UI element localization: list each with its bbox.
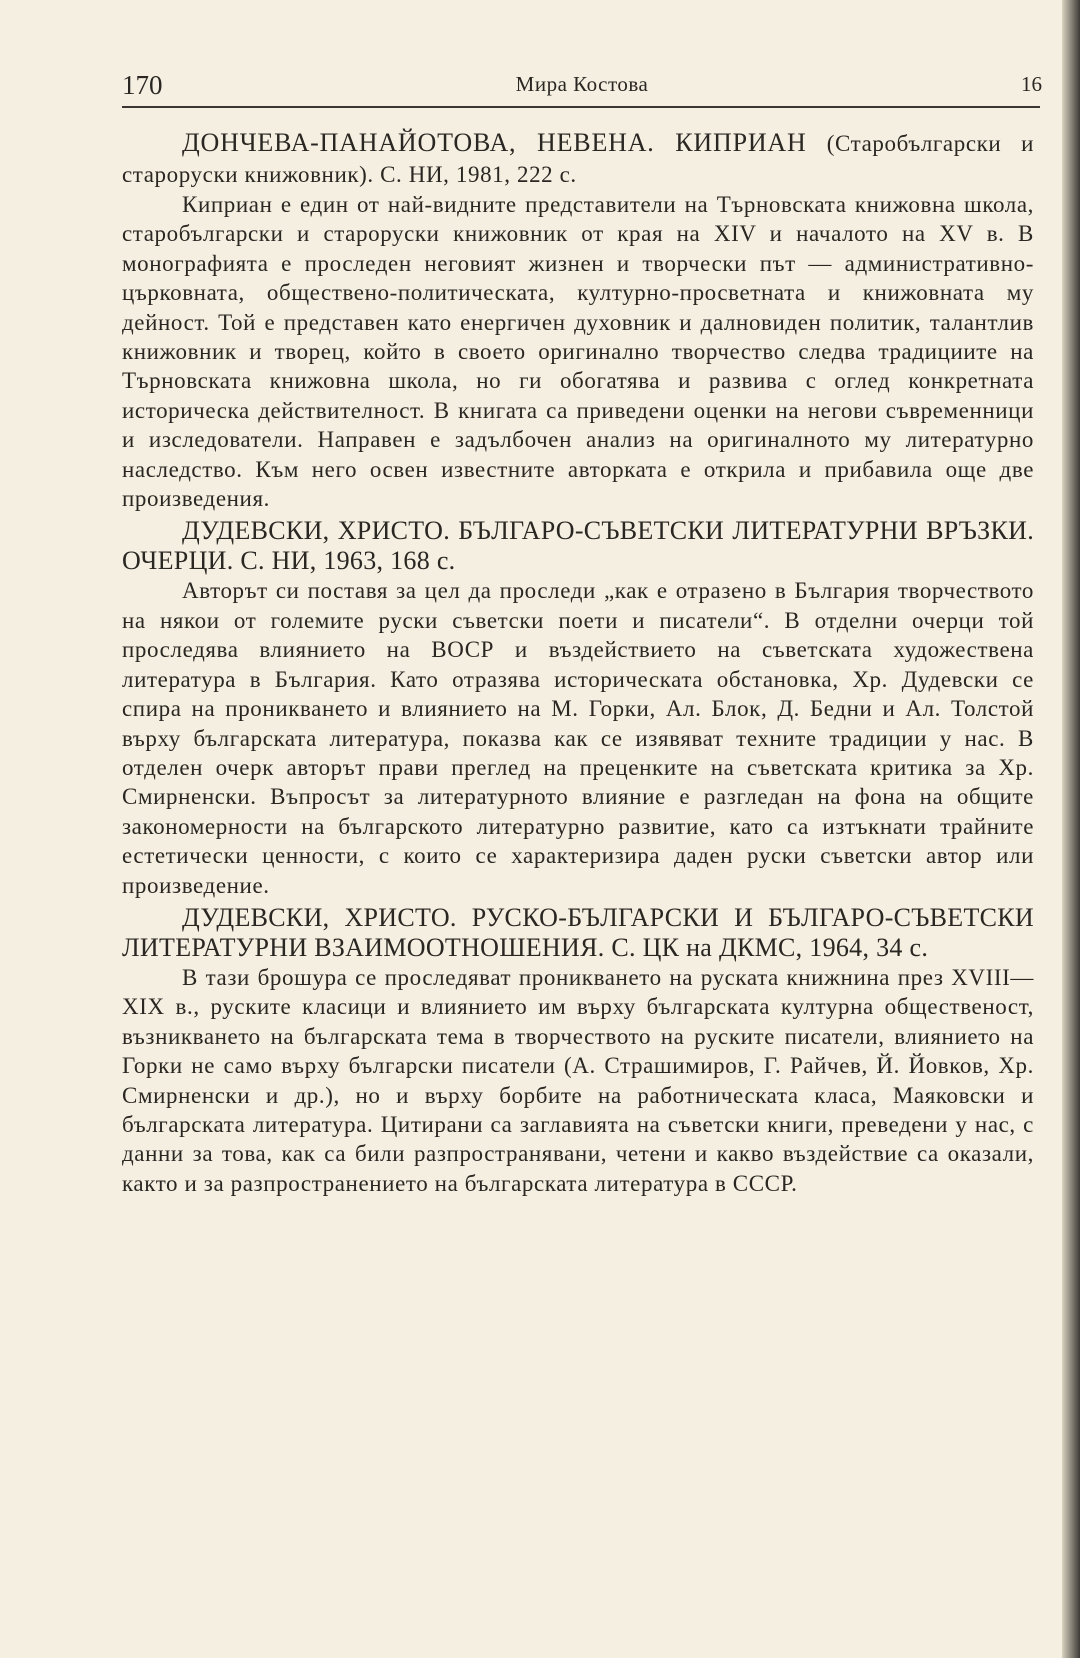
entry-heading: ДУДЕВСКИ, ХРИСТО. БЪЛГАРО-СЪВЕТСКИ ЛИТЕРАТУРНИ ВРЪЗКИ. ОЧЕРЦИ. С. НИ, 1963, 168 с.: [122, 516, 1034, 576]
bibliography-entries: [122, 128, 1034, 1198]
entry-annotation: Авторът си поставя за цел да проследи „как е отразено в България творчеството на някои от големите руски съветски поети и писатели“. В отделни очерци той проследява влиянието на ВОСР и въздействието на съветската художествена литература в България. Като отразява историческата обстановка, Хр. Дудевски се спира на проникването и влиянието на М. Горки, Ал. Блок, Д. Бедни и Ал. Толстой върху българската литература, показва как се изявяват техните традиции у нас. В отделен очерк авторът прави преглед на преценките на съветската критика за Хр. Смирненски. Въпросът за литературното влияние е разгледан на фона на общите закономерности на българското литературно развитие, като са изтъкнати трайните естетически ценности, с които се характеризира даден руски съветски автор или произведение.: [122, 578, 1034, 898]
entry-heading: ДУДЕВСКИ, ХРИСТО. РУСКО-БЪЛГАРСКИ И БЪЛГАРО-СЪВЕТСКИ ЛИТЕРАТУРНИ ВЗАИМООТНОШЕНИЯ. С. ЦК на ДКМС, 1964, 34 с.: [122, 902, 1034, 962]
entry-dudevski-1963: [122, 516, 1034, 899]
page-header: [122, 64, 1042, 104]
running-title: Мира Костова: [515, 72, 649, 96]
page-number: 170: [122, 70, 163, 100]
entry-annotation: В тази брошура се проследяват проникването на руската книжнина през XVIII—XIX в., руските класици и влиянието им върху българската културна общественост, възникването на българската тема в творчеството на руските писатели, влиянието на Горки не само върху български писатели (А. Страшимиров, Г. Райчев, Й. Йовков, Хр. Смирненски и др.), но и върху борбите на работническата класа, Маяковски и българската литература. Цитирани са заглавията на съветски книги, преведени у нас, с данни за това, как са били разпространявани, четени и какво въздействие са оказали, както и за разпространението на българската литература в СССР.: [122, 964, 1034, 1196]
entry-donceva: [122, 128, 1034, 513]
page-edge-shadow: [1062, 0, 1080, 1658]
header-rule: [122, 106, 1040, 108]
entry-annotation: Киприан е един от най-видните представители на Търновската книжовна школа, старобългарски и староруски книжовник от края на XIV и началото на XV в. В монографията е проследен неговият жизнен и творчески път — административно-църковната, обществено-политическата, културно-просветната и книжовната му дейност. Той е представен като енергичен духовник и далновиден политик, талантлив книжовник и творец, който в своето оригинално творчество следва традициите на Търновската книжовна школа, но ги обогатява и развива с оглед конкретната историческа действителност. В книгата са приведени оценки на негови съвременници и изследователи. Направен е задълбочен анализ на оригиналното му литературно наследство. Към него освен известните авторката е открила и прибавила още две произведения.: [122, 192, 1034, 512]
signature-mark: 16: [1021, 72, 1042, 96]
entry-heading-tail: (Старобългарски и староруски книжовник). С. НИ, 1981, 222 с.: [122, 131, 1034, 187]
entry-heading: ДОНЧЕВА-ПАНАЙОТОВА, НЕВЕНА. КИПРИАН (Старобългарски и староруски книжовник). С. НИ, 1981, 222 с.: [122, 128, 1034, 187]
entry-dudevski-1964: [122, 903, 1034, 1198]
